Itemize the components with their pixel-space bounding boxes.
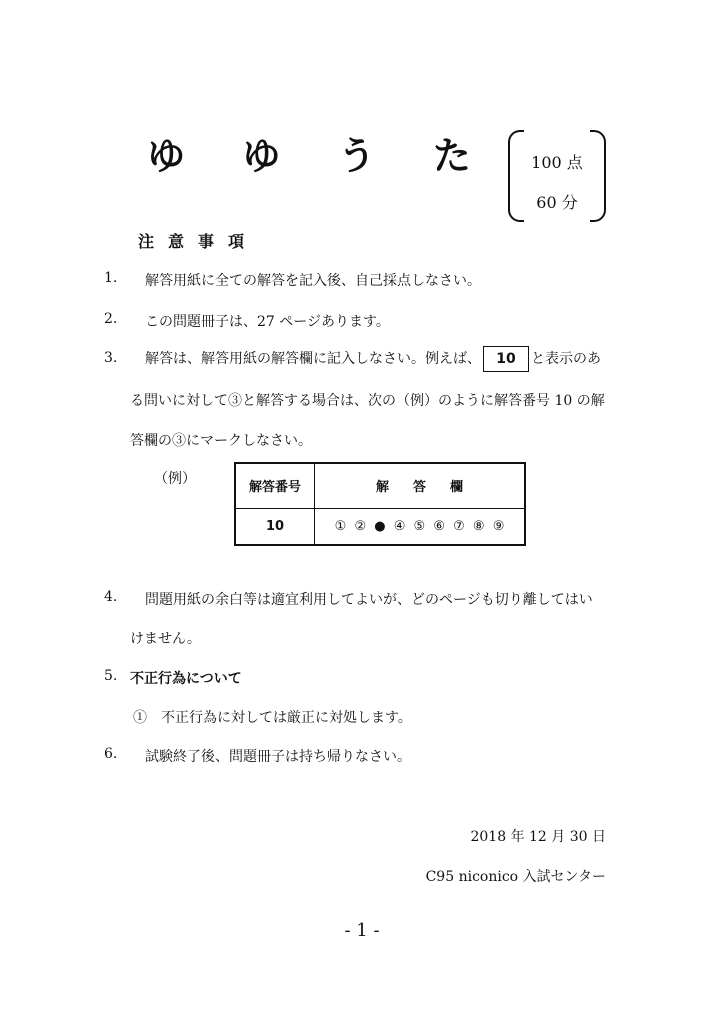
notes-heading: 注意事項 bbox=[138, 232, 259, 251]
item-number: 5. bbox=[104, 668, 118, 684]
item-4-line-2: けません。 bbox=[130, 631, 201, 647]
item-3-line-3: 答欄の③にマークしなさい。 bbox=[130, 433, 312, 449]
bubble-2: ② bbox=[354, 518, 367, 534]
bubble-7: ⑦ bbox=[453, 518, 465, 534]
score-points: 100 点 bbox=[531, 153, 583, 172]
item-number: 3. bbox=[104, 350, 118, 366]
item-text-pre: 解答は、解答用紙の解答欄に記入しなさい。例えば、 bbox=[145, 351, 481, 367]
item-text: 不正行為について bbox=[130, 671, 242, 687]
item-number: 6. bbox=[104, 746, 118, 762]
issue-date: 2018 年 12 月 30 日 bbox=[470, 829, 606, 845]
item-3-line-2: る問いに対して③と解答する場合は、次の（例）のように解答番号 10 の解 bbox=[130, 393, 605, 409]
row-answer-number: 10 bbox=[235, 508, 315, 545]
bubble-5: ⑤ bbox=[413, 518, 426, 534]
score-box bbox=[508, 130, 606, 222]
bubble-8: ⑧ bbox=[472, 518, 485, 534]
score-minutes: 60 分 bbox=[536, 193, 578, 212]
item-text bbox=[145, 346, 601, 372]
answer-bubbles bbox=[315, 508, 526, 545]
example-label: （例） bbox=[154, 471, 196, 487]
header-answer-number: 解答番号 bbox=[235, 463, 315, 508]
item-text: 試験終了後、問題冊子は持ち帰りなさい。 bbox=[145, 749, 411, 765]
bubble-4: ④ bbox=[393, 518, 406, 534]
bubble-6: ⑥ bbox=[433, 518, 445, 534]
issuer: C95 niconico 入試センター bbox=[425, 869, 606, 885]
item-5-sub: ① 不正行為に対しては厳正に対処します。 bbox=[133, 710, 412, 726]
item-number: 1. bbox=[104, 270, 118, 286]
page-title: ゆ ゆ う た bbox=[147, 134, 493, 178]
answer-number-box: 10 bbox=[483, 346, 529, 372]
item-number: 4. bbox=[104, 589, 118, 605]
page-number: - 1 - bbox=[344, 920, 380, 941]
item-text: 解答用紙に全ての解答を記入後、自己採点しなさい。 bbox=[145, 273, 481, 289]
item-text-post: と表示のあ bbox=[531, 351, 601, 367]
example-answer-table bbox=[234, 462, 526, 546]
item-text: 問題用紙の余白等は適宜利用してよいが、どのページも切り離してはい bbox=[145, 592, 593, 608]
bubble-1: ① bbox=[334, 518, 347, 534]
bubble-9: ⑨ bbox=[492, 518, 505, 534]
header-answer-column: 解答欄 bbox=[315, 463, 526, 508]
item-text: この問題冊子は、27 ページあります。 bbox=[145, 314, 390, 330]
bubble-3-marked: ● bbox=[374, 518, 386, 534]
item-number: 2. bbox=[104, 311, 118, 327]
